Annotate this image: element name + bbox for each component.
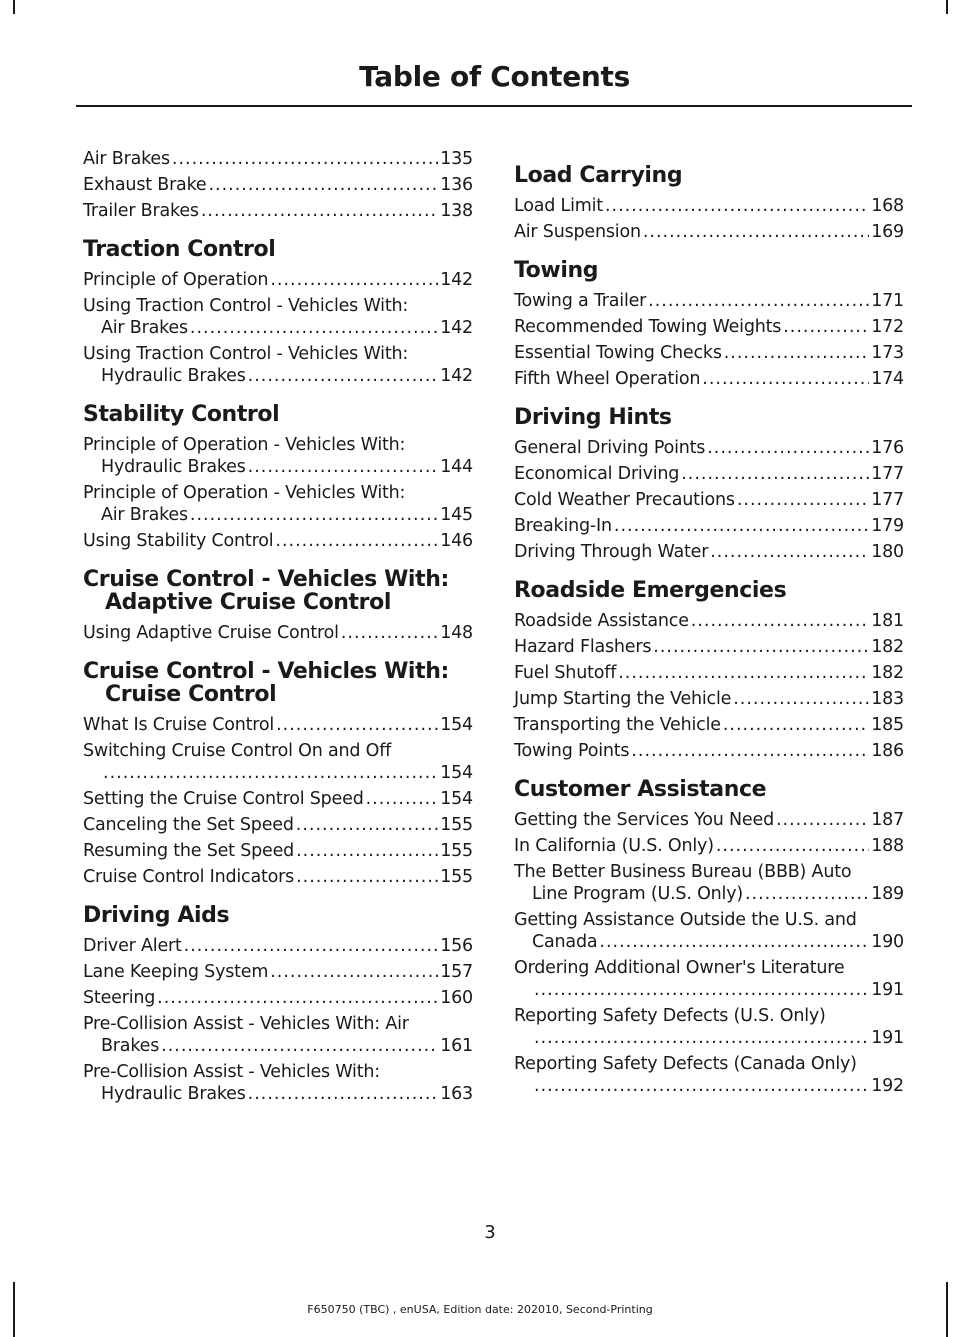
section-heading — [514, 778, 904, 801]
entry-title: Steering — [83, 988, 156, 1008]
dot-leader — [534, 1027, 869, 1049]
entry-title: Lane Keeping System — [83, 962, 269, 982]
entry-title: Canceling the Set Speed — [83, 815, 294, 835]
entry-line — [83, 935, 473, 957]
entry-title: Reporting Safety Defects (U.S. Only) — [514, 1006, 826, 1026]
toc-entry[interactable] — [83, 174, 473, 196]
dot-leader — [691, 610, 869, 632]
entry-title: Driver Alert — [83, 936, 182, 956]
entry-line — [83, 788, 473, 810]
dot-leader — [776, 809, 869, 831]
entry-line — [514, 515, 904, 537]
page-ref: 192 — [871, 1076, 904, 1096]
entry-title: Air Suspension — [514, 222, 641, 242]
entry-line — [83, 1083, 473, 1105]
entry-title: Using Stability Control — [83, 531, 274, 551]
section-heading — [514, 406, 904, 429]
section-heading-line: Driving Aids — [83, 903, 230, 928]
entry-title: Resuming the Set Speed — [83, 841, 295, 861]
entry-title: Principle of Operation - Vehicles With: — [83, 483, 406, 503]
dot-leader — [248, 365, 439, 387]
dot-leader — [341, 622, 438, 644]
toc-entry[interactable] — [83, 961, 473, 983]
entry-title: Cold Weather Precautions — [514, 490, 735, 510]
section-heading-line: Roadside Emergencies — [514, 578, 787, 603]
entry-line — [514, 662, 904, 684]
entry-title: Essential Towing Checks — [514, 343, 722, 363]
toc-entry[interactable] — [83, 295, 473, 339]
entry-line — [83, 200, 473, 222]
entry-title: Load Limit — [514, 196, 603, 216]
page-ref: 186 — [871, 741, 904, 761]
entry-line — [514, 931, 904, 953]
page-ref: 156 — [440, 936, 473, 956]
entry-line — [83, 174, 473, 196]
section-heading — [83, 403, 473, 426]
toc-entry[interactable] — [514, 221, 904, 243]
entry-title: Hydraulic Brakes — [101, 457, 246, 477]
entry-title: Air Brakes — [101, 318, 188, 338]
entry-line — [514, 610, 904, 632]
entry-title: The Better Business Bureau (BBB) Auto — [514, 862, 852, 882]
dot-leader — [184, 935, 439, 957]
entry-line — [514, 740, 904, 762]
page-ref: 173 — [871, 343, 904, 363]
section-heading-line: Cruise Control - Vehicles With: — [83, 567, 449, 592]
entry-title: Principle of Operation — [83, 270, 269, 290]
entry-line — [83, 762, 473, 784]
page-ref: 157 — [440, 962, 473, 982]
dot-leader — [296, 866, 438, 888]
entry-title: Using Traction Control - Vehicles With: — [83, 296, 409, 316]
dot-leader — [248, 456, 439, 478]
dot-leader — [208, 174, 438, 196]
footer-edition-info: F650750 (TBC) , enUSA, Edition date: 202010, Second-Printing — [307, 1303, 653, 1316]
toc-entry[interactable] — [514, 636, 904, 658]
entry-line — [83, 1035, 473, 1057]
entry-line — [514, 541, 904, 563]
dot-leader — [270, 269, 438, 291]
entry-title: General Driving Points — [514, 438, 706, 458]
section-heading-line: Towing — [514, 258, 599, 283]
entry-title: Pre-Collision Assist - Vehicles With: — [83, 1062, 380, 1082]
dot-leader — [275, 530, 438, 552]
page-ref: 181 — [871, 611, 904, 631]
toc-entry[interactable] — [514, 809, 904, 831]
toc-left-column — [83, 148, 473, 1109]
entry-title: Towing Points — [514, 741, 630, 761]
dot-leader — [296, 814, 438, 836]
entry-line — [514, 714, 904, 736]
toc-entry[interactable] — [514, 316, 904, 338]
section-heading-line: Cruise Control - Vehicles With: — [83, 659, 449, 684]
dot-leader — [248, 1083, 439, 1105]
toc-entry[interactable] — [83, 269, 473, 291]
entry-title: Towing a Trailer — [514, 291, 647, 311]
toc-entry[interactable] — [514, 714, 904, 736]
page-ref: 182 — [871, 663, 904, 683]
entry-title: Roadside Assistance — [514, 611, 689, 631]
toc-entry[interactable] — [514, 610, 904, 632]
dot-leader — [190, 504, 438, 526]
page-title: Table of Contents — [359, 60, 630, 93]
dot-leader — [534, 1075, 869, 1097]
section-heading-line: Customer Assistance — [514, 777, 767, 802]
entry-title: Principle of Operation - Vehicles With: — [83, 435, 406, 455]
entry-line — [514, 1027, 904, 1049]
page-ref: 176 — [871, 438, 904, 458]
toc-entry[interactable] — [83, 622, 473, 644]
page-ref: 168 — [871, 196, 904, 216]
page-ref: 136 — [440, 175, 473, 195]
entry-line — [83, 714, 473, 736]
dot-leader — [681, 463, 869, 485]
toc-entry[interactable] — [514, 541, 904, 563]
toc-entry[interactable] — [514, 688, 904, 710]
toc-right-column — [514, 148, 904, 1101]
dot-leader — [710, 541, 869, 563]
entry-title: Pre-Collision Assist - Vehicles With: Air — [83, 1014, 409, 1034]
dot-leader — [723, 714, 869, 736]
entry-title: Line Program (U.S. Only) — [532, 884, 743, 904]
toc-entry[interactable] — [83, 935, 473, 957]
dot-leader — [724, 342, 869, 364]
toc-entry[interactable] — [514, 463, 904, 485]
dot-leader — [103, 762, 438, 784]
page-ref: 191 — [871, 1028, 904, 1048]
toc-entry[interactable] — [83, 530, 473, 552]
entry-line — [83, 530, 473, 552]
section-heading-line: Cruise Control — [105, 682, 277, 707]
entry-line — [514, 316, 904, 338]
entry-title: Exhaust Brake — [83, 175, 207, 195]
dot-leader — [157, 987, 438, 1009]
toc-entry[interactable] — [514, 368, 904, 390]
entry-line — [83, 961, 473, 983]
page-ref: 179 — [871, 516, 904, 536]
dot-leader — [599, 931, 869, 953]
entry-line — [514, 342, 904, 364]
entry-title: Using Traction Control - Vehicles With: — [83, 344, 409, 364]
section-heading-line: Traction Control — [83, 237, 276, 262]
toc-entry[interactable] — [514, 861, 904, 905]
page-ref: 155 — [440, 815, 473, 835]
entry-title: Fuel Shutoff — [514, 663, 617, 683]
toc-entry[interactable] — [514, 342, 904, 364]
toc-entry[interactable] — [83, 788, 473, 810]
entry-title: Trailer Brakes — [83, 201, 199, 221]
entry-title: What Is Cruise Control — [83, 715, 275, 735]
page-ref: 187 — [871, 810, 904, 830]
entry-title: Transporting the Vehicle — [514, 715, 721, 735]
page-ref: 180 — [871, 542, 904, 562]
toc-entry[interactable] — [83, 740, 473, 784]
entry-title: Breaking-In — [514, 516, 612, 536]
toc-entry[interactable] — [83, 987, 473, 1009]
entry-line — [83, 840, 473, 862]
section-heading — [83, 904, 473, 927]
page-ref: 177 — [871, 490, 904, 510]
entry-line — [514, 636, 904, 658]
dot-leader — [201, 200, 438, 222]
toc-entry[interactable] — [514, 835, 904, 857]
page-ref: 188 — [871, 836, 904, 856]
entry-title: Getting Assistance Outside the U.S. and — [514, 910, 857, 930]
entry-line — [514, 883, 904, 905]
entry-title: Switching Cruise Control On and Off — [83, 741, 392, 761]
header-divider — [76, 105, 912, 107]
entry-line — [83, 269, 473, 291]
dot-leader — [190, 317, 438, 339]
entry-line — [514, 221, 904, 243]
toc-entry[interactable] — [514, 909, 904, 953]
entry-line — [514, 195, 904, 217]
page-ref: 160 — [440, 988, 473, 1008]
entry-title: Ordering Additional Owner's Literature — [514, 958, 845, 978]
toc-entry[interactable] — [83, 866, 473, 888]
toc-entry[interactable] — [83, 148, 473, 170]
toc-entry[interactable] — [83, 434, 473, 478]
dot-leader — [737, 489, 869, 511]
page-ref: 135 — [440, 149, 473, 169]
entry-line — [83, 148, 473, 170]
toc-entry[interactable] — [514, 489, 904, 511]
entry-title: Using Adaptive Cruise Control — [83, 623, 339, 643]
toc-entry[interactable] — [83, 1061, 473, 1105]
dot-leader — [276, 714, 438, 736]
toc-entry[interactable] — [514, 740, 904, 762]
dot-leader — [716, 835, 869, 857]
entry-line — [514, 835, 904, 857]
dot-leader — [366, 788, 439, 810]
section-heading-line: Load Carrying — [514, 163, 683, 188]
page-ref: 172 — [871, 317, 904, 337]
toc-entry[interactable] — [514, 1005, 904, 1049]
entry-line — [514, 437, 904, 459]
dot-leader — [702, 368, 869, 390]
entry-title: Getting the Services You Need — [514, 810, 774, 830]
page-ref: 146 — [440, 531, 473, 551]
page-ref: 154 — [440, 715, 473, 735]
entry-line — [83, 456, 473, 478]
section-heading-line: Driving Hints — [514, 405, 672, 430]
dot-leader — [643, 221, 869, 243]
toc-entry[interactable] — [514, 290, 904, 312]
dot-leader — [648, 290, 869, 312]
entry-line — [83, 317, 473, 339]
page-ref: 185 — [871, 715, 904, 735]
dot-leader — [614, 515, 869, 537]
entry-title: Reporting Safety Defects (Canada Only) — [514, 1054, 857, 1074]
toc-entry[interactable] — [83, 814, 473, 836]
page-ref: 163 — [440, 1084, 473, 1104]
dot-leader — [605, 195, 869, 217]
entry-title: Air Brakes — [83, 149, 170, 169]
page-ref: 144 — [440, 457, 473, 477]
dot-leader — [270, 961, 438, 983]
crop-mark-top-left — [13, 0, 15, 14]
section-heading — [83, 238, 473, 261]
entry-line — [83, 504, 473, 526]
entry-title: Cruise Control Indicators — [83, 867, 295, 887]
section-heading — [83, 568, 473, 614]
page-ref: 154 — [440, 789, 473, 809]
entry-line — [514, 809, 904, 831]
entry-title: Air Brakes — [101, 505, 188, 525]
toc-entry[interactable] — [83, 343, 473, 387]
page-ref: 161 — [440, 1036, 473, 1056]
toc-entry[interactable] — [514, 662, 904, 684]
page-number: 3 — [484, 1222, 496, 1243]
page-ref: 148 — [440, 623, 473, 643]
entry-line — [514, 979, 904, 1001]
page-ref: 182 — [871, 637, 904, 657]
toc-entry[interactable] — [514, 195, 904, 217]
section-heading-line: Stability Control — [83, 402, 280, 427]
section-heading-line: Adaptive Cruise Control — [105, 590, 391, 615]
dot-leader — [653, 636, 869, 658]
toc-entry[interactable] — [514, 957, 904, 1001]
crop-mark-top-right — [946, 0, 948, 14]
entry-line — [514, 489, 904, 511]
entry-line — [514, 688, 904, 710]
dot-leader — [161, 1035, 438, 1057]
page-ref: 177 — [871, 464, 904, 484]
section-heading — [514, 259, 904, 282]
page-ref: 174 — [871, 369, 904, 389]
entry-title: Hydraulic Brakes — [101, 366, 246, 386]
dot-leader — [534, 979, 869, 1001]
dot-leader — [618, 662, 869, 684]
page-ref: 190 — [871, 932, 904, 952]
page-ref: 155 — [440, 867, 473, 887]
dot-leader — [783, 316, 869, 338]
entry-line — [83, 365, 473, 387]
entry-line — [83, 987, 473, 1009]
entry-line — [514, 463, 904, 485]
page-ref: 154 — [440, 763, 473, 783]
toc-entry[interactable] — [83, 482, 473, 526]
page-ref: 171 — [871, 291, 904, 311]
page-ref: 142 — [440, 318, 473, 338]
toc-entry[interactable] — [83, 1013, 473, 1057]
toc-entry[interactable] — [83, 714, 473, 736]
toc-entry[interactable] — [83, 200, 473, 222]
entry-line — [83, 814, 473, 836]
page-ref: 138 — [440, 201, 473, 221]
entry-title: Recommended Towing Weights — [514, 317, 782, 337]
page-ref: 155 — [440, 841, 473, 861]
entry-title: Driving Through Water — [514, 542, 709, 562]
entry-line — [514, 1075, 904, 1097]
toc-entry[interactable] — [514, 1053, 904, 1097]
entry-title: Setting the Cruise Control Speed — [83, 789, 364, 809]
page-ref: 183 — [871, 689, 904, 709]
toc-entry[interactable] — [83, 840, 473, 862]
toc-entry[interactable] — [514, 515, 904, 537]
toc-entry[interactable] — [514, 437, 904, 459]
entry-title: Fifth Wheel Operation — [514, 369, 701, 389]
dot-leader — [172, 148, 438, 170]
entry-title: Canada — [532, 932, 598, 952]
dot-leader — [631, 740, 869, 762]
page-ref: 142 — [440, 366, 473, 386]
dot-leader — [733, 688, 869, 710]
page-ref: 189 — [871, 884, 904, 904]
page-ref: 142 — [440, 270, 473, 290]
entry-title: Jump Starting the Vehicle — [514, 689, 732, 709]
dot-leader — [296, 840, 438, 862]
section-heading — [514, 164, 904, 187]
entry-line — [83, 622, 473, 644]
entry-line — [514, 290, 904, 312]
page-ref: 145 — [440, 505, 473, 525]
entry-title: In California (U.S. Only) — [514, 836, 714, 856]
page-ref: 191 — [871, 980, 904, 1000]
dot-leader — [707, 437, 869, 459]
entry-line — [83, 866, 473, 888]
entry-title: Brakes — [101, 1036, 160, 1056]
section-heading — [83, 660, 473, 706]
entry-line — [514, 368, 904, 390]
entry-title: Economical Driving — [514, 464, 680, 484]
page-ref: 169 — [871, 222, 904, 242]
entry-title: Hazard Flashers — [514, 637, 652, 657]
section-heading — [514, 579, 904, 602]
entry-title: Hydraulic Brakes — [101, 1084, 246, 1104]
dot-leader — [745, 883, 869, 905]
